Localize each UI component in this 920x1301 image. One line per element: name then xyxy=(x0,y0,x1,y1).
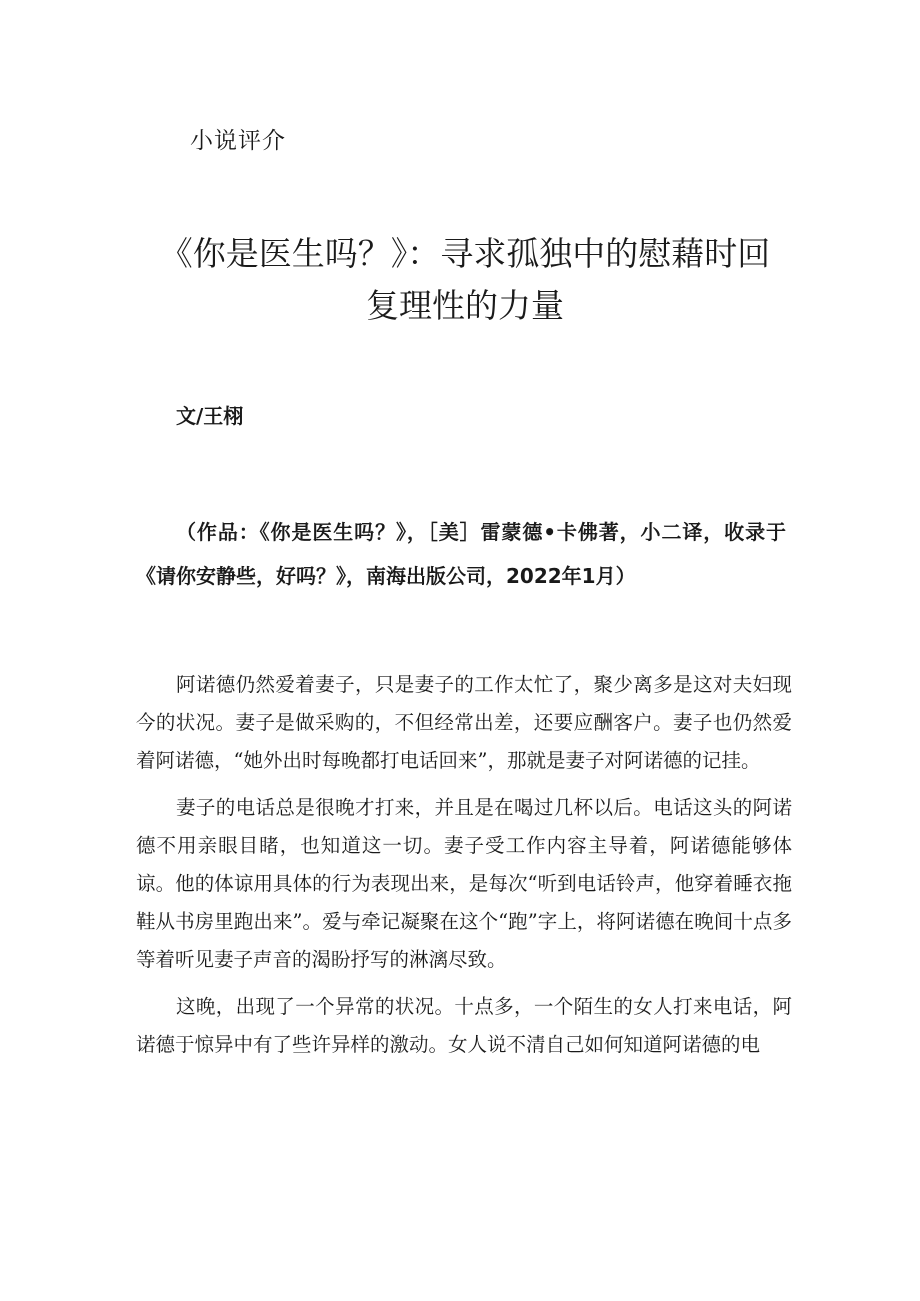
section-label: 小说评介 xyxy=(190,128,286,154)
article-body xyxy=(136,666,792,1073)
body-paragraph: 这晚，出现了一个异常的状况。十点多，一个陌生的女人打来电话，阿诺德于惊异中有了些许异样的激动。女人说不清自己如何知道阿诺德的电 xyxy=(136,995,792,1056)
body-paragraph: 阿诺德仍然爱着妻子，只是妻子的工作太忙了，聚少离多是这对夫妇现今的状况。妻子是做采购的，不但经常出差，还要应酬客户。妻子也仍然爱着阿诺德，“她外出时每晚都打电话回来”，那就是妻子对阿诺德的记挂。 xyxy=(136,673,792,772)
body-paragraph: 妻子的电话总是很晚才打来，并且是在喝过几杯以后。电话这头的阿诺德不用亲眼目睹，也知道这一切。妻子受工作内容主导着，阿诺德能够体谅。他的体谅用具体的行为表现出来，是每次“听到电话铃声，他穿着睡衣拖鞋从书房里跑出来”。爱与牵记凝聚在这个“跑”字上，将阿诺德在晚间十点多等着听见妻子声音的渴盼抒写的淋漓尽致。 xyxy=(136,796,792,971)
article-title: 《你是医生吗？》：寻求孤独中的慰藉时回复理性的力量 xyxy=(159,234,771,325)
work-info: （作品：《你是医生吗？》，［美］雷蒙德•卡佛著，小二译，收录于《请你安静些，好吗？》，南海出版公司，2022年1月） xyxy=(136,520,786,588)
author-byline: 文/王栩 xyxy=(176,404,244,428)
